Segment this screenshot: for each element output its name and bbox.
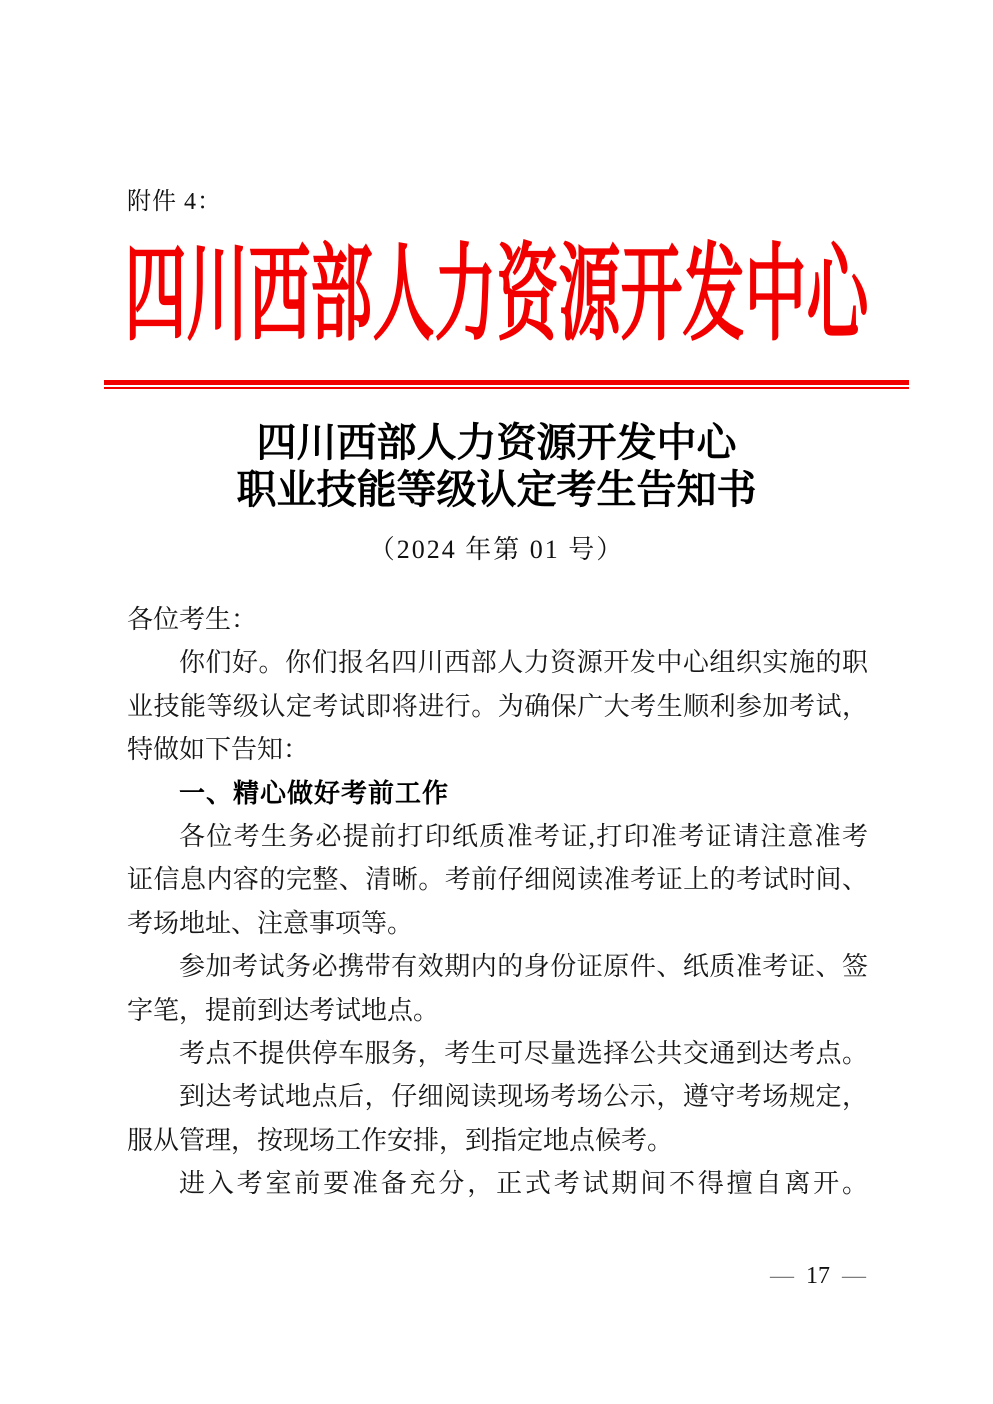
notice-title [0,419,993,513]
page-number-left-dash: — [770,1263,794,1289]
body-line: 字笔，提前到达考试地点。 [127,995,440,1025]
body-line: 考点不提供停车服务，考生可尽量选择公共交通到达考点。 [179,1038,868,1068]
section-heading: 一、精心做好考前工作 [179,777,450,808]
masthead-org-title: 四川西部人力资源开发中心 [124,238,869,355]
body-line: 业技能等级认定考试即将进行。为确保广大考生顺利参加考试， [127,691,868,721]
body-line: 服从管理，按现场工作安排，到指定地点候考。 [127,1125,674,1155]
page-number-value: 17 [806,1263,830,1289]
notice-title-line2: 职业技能等级认定考生告知书 [236,467,757,512]
page-number-right-dash: — [842,1263,866,1289]
masthead-double-rule [104,380,909,389]
notice-title-line1: 四川西部人力资源开发中心 [256,420,737,465]
masthead [0,238,993,355]
body-line: 特做如下告知： [127,735,310,765]
body-line: 进入考室前要准备充分，正式考试期间不得擅自离开。 [179,1169,868,1199]
body-line: 各位考生务必提前打印纸质准考证,打印准考证请注意准考 [179,821,868,851]
body-line: 各位考生： [127,605,258,634]
body-lines [127,598,868,1205]
body-line: 证信息内容的完整、清晰。考前仔细阅读准考证上的考试时间、 [127,865,868,895]
body-line: 考场地址、注意事项等。 [127,908,414,938]
page-number [758,1263,868,1290]
body-line: 到达考试地点后，仔细阅读现场考场公示，遵守考场规定， [179,1082,868,1112]
body-line: 你们好。你们报名四川西部人力资源开发中心组织实施的职 [179,648,868,678]
body-line: 参加考试务必携带有效期内的身份证原件、纸质准考证、签 [179,952,868,982]
notice-doc-number: （2024 年第 01 号） [368,535,625,564]
attachment-label: 附件 4： [127,189,222,215]
